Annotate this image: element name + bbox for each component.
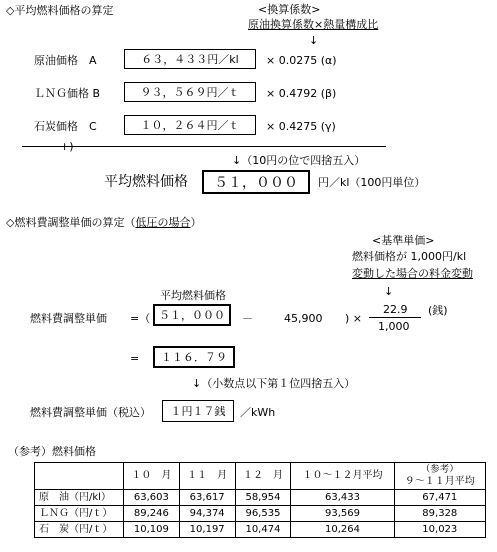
average-fuel-price-unit: 円／kl（100円単位） [318,176,426,189]
fraction-numerator: 22.9 [383,303,408,316]
table-cell: 10,197 [179,522,235,538]
tax-incl-label: 燃料費調整単価（税込） [30,406,151,419]
section2-title [6,217,201,228]
tax-incl-value: １円１７銭 [170,405,226,418]
minus-sign: － [242,312,253,325]
table-cell: 96,535 [235,506,291,522]
header-ref [394,463,485,490]
table-corner-cell [35,463,124,490]
header-dec: １２ 月 [235,463,291,490]
rounding-note: ↓（10円の位で四捨五入） [232,154,366,167]
row-label-coal: 石 炭（円/ｔ） [35,522,124,538]
table-cell: 89,328 [394,506,485,522]
reference-title: （参考）燃料価格 [8,445,96,458]
avg-price-caption: 平均燃料価格 [160,289,226,302]
coal-price-value: １０，２６４円／ｔ [140,119,240,132]
close-paren-times: ) × [345,312,363,325]
table-cell: 10,264 [291,522,394,538]
result-value: １１６．７９ [161,351,227,364]
equals-sign: = [130,352,140,365]
header-ref-top: （参考） [420,463,459,475]
table-cell: 10,109 [124,522,180,538]
coal-price-label: 石炭価格 C [34,120,97,133]
table-cell: 63,433 [291,490,394,506]
average-fuel-price-label: 平均燃料価格 [104,174,188,190]
section2-title-text: ◇燃料費調整単価の算定（ [6,216,136,229]
table-row [35,506,486,522]
crude-factor: × 0.0275 (α) [266,54,337,67]
table-header-row [35,463,486,490]
table-cell: 63,617 [179,490,235,506]
tax-incl-unit: ／kWh [240,406,276,419]
lng-price-label: ＬＮＧ価格 B [34,87,101,100]
round-note: ↓（小数点以下第１位四捨五入） [192,377,356,390]
table-row [35,490,486,506]
row-label-crude: 原 油（円/kl） [35,490,124,506]
lng-price-box [124,82,256,102]
section2-title-end: ） [190,216,202,229]
fraction-bar [369,317,421,318]
table-cell: 89,246 [124,506,180,522]
equals-open-paren: =（ [130,312,151,325]
crude-price-value: ６３，４３３円／kl [141,53,239,66]
conversion-factor-header: <換算係数> [258,3,321,16]
plus-sign: +) [60,140,74,153]
fraction-denominator: 1,000 [378,320,410,333]
result-box [153,346,235,368]
table-cell: 93,569 [291,506,394,522]
average-fuel-price-value: ５１，０００ [214,175,298,191]
down-arrow: ↓ [309,34,319,47]
base-unit-arrow: ↓ [384,285,394,298]
base-unit-line1: 燃料価格が 1,000円/kl [352,250,467,263]
crude-price-label: 原油価格 A [34,54,97,67]
table-cell: 63,603 [124,490,180,506]
average-fuel-price-box [202,170,310,194]
header-avg: １０～１２月平均 [291,463,394,490]
coal-factor: × 0.4275 (γ) [266,120,336,133]
table-cell: 10,023 [394,522,485,538]
base-fuel-price: 45,900 [284,312,323,325]
lng-factor: × 0.4792 (β) [266,87,337,100]
avg-price-box-value: ５１，０００ [159,309,225,322]
avg-price-box [153,304,231,326]
adjustment-unit-label: 燃料費調整単価 [30,312,107,325]
header-nov: １１ 月 [179,463,235,490]
base-unit-header: <基準単価> [372,234,435,247]
section1-title: ◇平均燃料価格の算定 [6,4,114,17]
reference-fuel-price-table [34,462,486,538]
table-cell: 58,954 [235,490,291,506]
crude-price-box [124,49,256,69]
base-unit-line2: 変動した場合の料金変動 [352,267,473,280]
sen-unit: (銭) [428,304,448,317]
conversion-factor-subtitle: 原油換算係数×熱量構成比 [248,18,379,31]
sum-line [22,146,386,147]
row-label-lng: ＬＮＧ（円/ｔ） [35,506,124,522]
lng-price-value: ９３，５６９円／ｔ [140,86,240,99]
section2-title-underlined: 低圧の場合 [135,216,191,229]
table-cell: 10,474 [235,522,291,538]
tax-incl-box [162,400,234,422]
header-ref-bottom: ９～１１月平均 [404,475,475,487]
table-cell: 67,471 [394,490,485,506]
table-row [35,522,486,538]
coal-price-box [124,115,256,135]
table-cell: 94,374 [179,506,235,522]
header-oct: １０ 月 [124,463,180,490]
